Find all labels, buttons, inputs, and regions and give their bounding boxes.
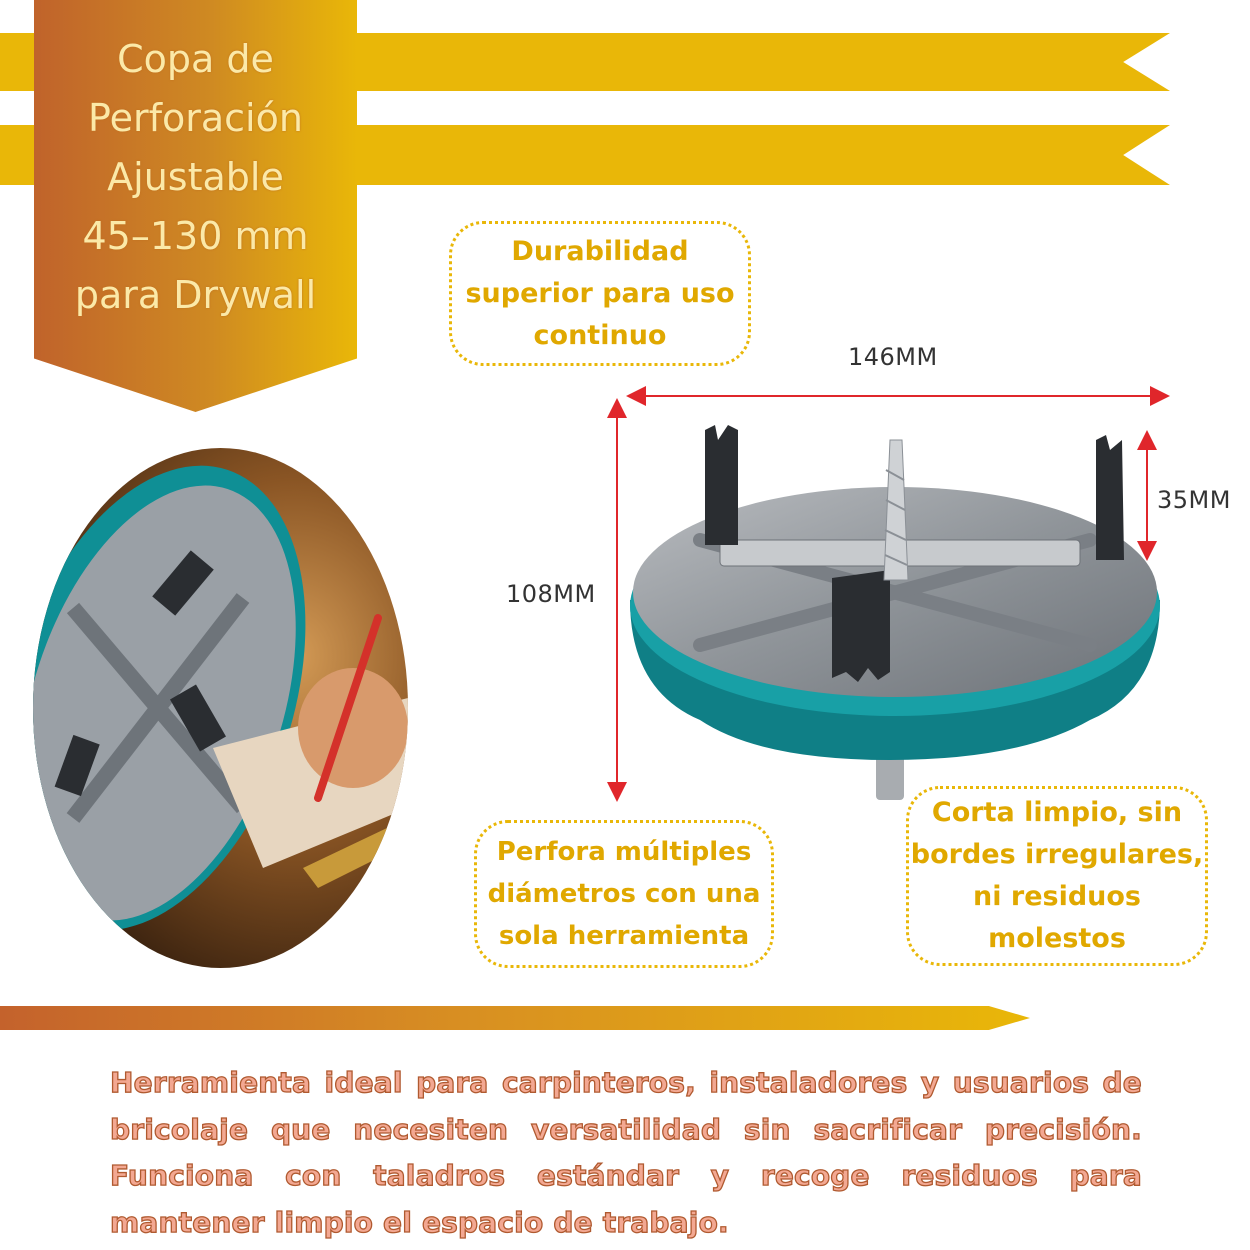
usage-photo-drawing <box>33 448 408 968</box>
callout-durability <box>449 221 751 366</box>
dimension-width-label: 146MM <box>848 343 938 371</box>
product-description: Herramienta ideal para carpinteros, instaladores y usuarios de bricolaje que necesiten versatilidad sin sacrificar precisión. Funciona con taladros estándar y recoge residuos para mantener limpio el espacio de trabajo. <box>110 1066 1142 1239</box>
blade-right <box>1096 435 1124 560</box>
product-title <box>34 30 357 325</box>
callout-durability-text: Durabilidad superior para uso continuo <box>465 235 735 351</box>
callout-clean-text: Corta limpio, sin bordes irregulares, ni residuos molestos <box>910 797 1204 954</box>
product-illustration <box>600 380 1200 820</box>
usage-photo <box>33 448 408 968</box>
title-line-5: para Drywall <box>74 273 317 317</box>
dimension-height-label: 108MM <box>506 580 596 608</box>
blade-left <box>705 425 738 545</box>
title-line-1: Copa de <box>117 37 274 81</box>
blade-front <box>832 570 890 682</box>
title-line-3: Ajustable <box>107 155 284 199</box>
callout-multiple-text: Perfora múltiples diámetros con una sola herramienta <box>487 837 761 951</box>
dimension-blade-label: 35MM <box>1157 486 1231 514</box>
callout-multiple-diameters <box>474 820 774 968</box>
bottom-divider-bar <box>0 1006 1030 1030</box>
title-line-2: Perforación <box>88 96 303 140</box>
title-line-4: 45–130 mm <box>82 214 309 258</box>
